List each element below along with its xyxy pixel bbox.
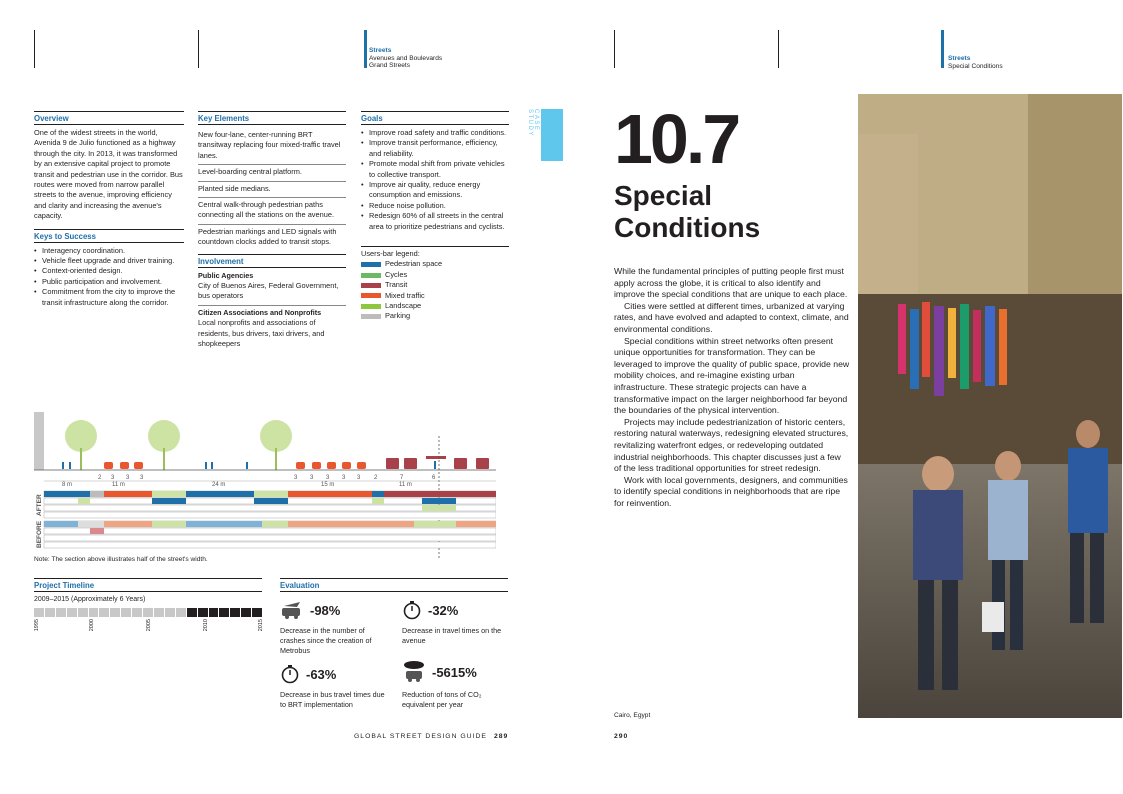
key-elements-column [198, 111, 346, 350]
timeline-year-cell [78, 608, 88, 617]
legend-label: Cycles [385, 269, 408, 279]
dimension-label: 3 [357, 475, 361, 481]
legend-label: Parking [385, 311, 411, 321]
dimension-label: 3 [140, 475, 144, 481]
pedestrian-icon [434, 461, 436, 469]
evaluation-item [280, 664, 390, 710]
timeline-year-cell [252, 608, 262, 617]
car-icon [327, 462, 336, 469]
page-number-left: 289 [494, 733, 509, 740]
legend-swatch [361, 293, 381, 298]
evaluation-item [280, 600, 390, 656]
car-icon [120, 462, 129, 469]
timeline-year-cell [165, 608, 175, 617]
timeline-year-cell [241, 608, 251, 617]
project-timeline [34, 578, 262, 637]
street-photo [858, 94, 1122, 718]
list-item: • Public participation and involvement. [34, 277, 184, 287]
timeline-year-cell [110, 608, 120, 617]
evaluation-item [402, 600, 512, 646]
bus-icon [404, 458, 417, 469]
timeline-year-cell [230, 608, 240, 617]
legend-item [361, 311, 509, 321]
pedestrian-icon [211, 462, 213, 469]
list-item: • Context-oriented design. [34, 266, 184, 276]
legend-label: Landscape [385, 301, 422, 311]
legend-swatch [361, 314, 381, 319]
pedestrian-icon [62, 462, 64, 469]
legend-title: Users-bar legend: [361, 249, 420, 259]
car-icon [357, 462, 366, 469]
dimension-label: 6 [432, 475, 436, 481]
key-element: Central walk-through pedestrian paths connecting all the stations on the avenue. [198, 198, 346, 225]
legend-swatch [361, 262, 381, 267]
header-section: Streets [948, 55, 971, 62]
list-item: • Commitment from the city to improve the transit infrastructure along the corridor. [34, 287, 184, 308]
car-icon [104, 462, 113, 469]
legend-label: Transit [385, 280, 408, 290]
pedestrian-icon [205, 462, 207, 469]
page-tick [614, 30, 615, 68]
paragraph: Work with local governments, designers, and communities to identify special conditions in neighborhoods that are ripe for reinvention. [614, 474, 848, 508]
timeline-year-cell [198, 608, 208, 617]
before-label: BEFORE [36, 520, 43, 548]
paragraph: While the fundamental principles of putting people first must apply across the globe, it is critical to also identify and improve the special conditions that are unique to each place. [614, 266, 848, 300]
case-study-label: CASE STUDY [527, 109, 539, 137]
legend-item [361, 259, 509, 269]
timeline-year-cell [154, 608, 164, 617]
timeline-year: 2005 [146, 619, 152, 632]
timeline-year-cell [67, 608, 77, 617]
header-line: Avenues and Boulevards [369, 54, 443, 62]
dimension-label: 3 [326, 475, 330, 481]
footer-left-title: GLOBAL STREET DESIGN GUIDE [354, 733, 487, 740]
header-line: Grand Streets [369, 62, 411, 70]
legend-item [361, 270, 509, 280]
key-element: Planted side medians. [198, 182, 346, 198]
photo-caption: Cairo, Egypt [614, 712, 651, 719]
dimension-label: 11 m [112, 482, 125, 488]
dimension-label: 2 [98, 475, 102, 481]
running-header-right [948, 55, 1003, 70]
timeline-year-cell [121, 608, 131, 617]
bus-icon [386, 458, 399, 469]
overview-text: One of the widest streets in the world, Avenida 9 de Julio functioned as a highway through the city. In 2013, it was transformed by an extensive capital project to promote transit and pedestrian use in the corridor. Bus routes were moved from narrow parallel streets to the avenue, improving efficiency and clarity and increasing the avenue's capacity. [34, 128, 183, 221]
timeline-heading: Project Timeline [34, 578, 262, 592]
goals-column [361, 111, 509, 322]
evaluation-item [402, 660, 512, 710]
header-line: Special Conditions [948, 62, 1003, 70]
dimension-label: 15 m [321, 482, 335, 488]
legend-rows [361, 259, 509, 321]
trees [65, 420, 292, 470]
timeline-years [34, 617, 262, 637]
timeline-year-cell [209, 608, 219, 617]
evaluation-value: -32% [428, 602, 459, 618]
evaluation [280, 578, 508, 592]
after-users-bars [44, 491, 496, 518]
keys-list [34, 246, 184, 308]
photo-illustration [858, 94, 1122, 718]
pedestrian-icon [246, 462, 248, 469]
paragraph: Cities were settled at different times, urbanized at varying rates, and have evolved and adapted to context, climate, and environmental conditions. [614, 300, 849, 334]
chapter-title [614, 180, 760, 244]
timeline-year-cell [34, 608, 44, 617]
list-item: • Reduce noise pollution. [361, 201, 509, 211]
tree-icon [148, 420, 180, 470]
timeline-year-cell [132, 608, 142, 617]
station-canopy [426, 456, 446, 459]
list-item: • Redesign 60% of all streets in the central area to prioritize pedestrians and cyclists. [361, 211, 509, 232]
paragraph: Special conditions within street networks often present unique opportunities for transformation. They can be leveraged to improve the quality of public space, provide new mobility choices, and re-imagine existing urban infrastructure. These strategic projects can have a transformative impact on the larger neighborhood far beyond the boundaries of the physical intervention. [614, 335, 850, 416]
legend-label: Pedestrian space [385, 259, 443, 269]
timeline-year-cell [143, 608, 153, 617]
involvement-group-text: City of Buenos Aires, Federal Government, bus operators [198, 281, 346, 306]
overview-heading: Overview [34, 111, 184, 125]
timeline-year: 2000 [89, 619, 95, 632]
after-label: AFTER [36, 494, 43, 516]
header-section: Streets [369, 47, 392, 54]
dimension-label: 24 m [212, 482, 226, 488]
key-elements-heading: Key Elements [198, 111, 346, 125]
keys-heading: Keys to Success [34, 229, 184, 243]
legend-swatch [361, 273, 381, 278]
timeline-year-cell [176, 608, 186, 617]
legend-item [361, 291, 509, 301]
emissions-icon [402, 660, 426, 684]
legend-item [361, 301, 509, 311]
evaluation-value: -5615% [432, 664, 477, 680]
list-item: • Interagency coordination. [34, 246, 184, 256]
page-tick [198, 30, 199, 68]
dimension-labels [62, 475, 436, 488]
legend-swatch [361, 304, 381, 309]
car-icon [134, 462, 143, 469]
list-item: • Improve transit performance, efficiency, and reliability. [361, 138, 509, 159]
building-facade [34, 412, 44, 470]
dimension-label: 3 [111, 475, 115, 481]
page-tick [364, 30, 367, 68]
chapter-body [614, 266, 850, 509]
chapter-number: 10.7 [614, 100, 739, 178]
timeline-year: 1995 [34, 619, 40, 632]
key-element: Level-boarding central platform. [198, 165, 346, 181]
involvement-group-heading: Public Agencies [198, 270, 254, 280]
dimension-label: 3 [310, 475, 314, 481]
page-tick [778, 30, 779, 68]
evaluation-heading: Evaluation [280, 578, 508, 592]
involvement-heading: Involvement [198, 254, 346, 268]
stopwatch-icon [280, 664, 300, 684]
dimension-label: 8 m [62, 482, 73, 488]
evaluation-desc: Decrease in the number of crashes since the creation of Metrobus [280, 626, 372, 655]
page-tick [34, 30, 35, 68]
list-item: • Vehicle fleet upgrade and driver training. [34, 256, 184, 266]
legend-item [361, 280, 509, 290]
evaluation-desc: Decrease in bus travel times due to BRT implementation [280, 690, 385, 709]
dimension-label: 7 [400, 475, 404, 481]
dimension-label: 3 [342, 475, 346, 481]
page-tick [941, 30, 944, 68]
legend-label: Mixed traffic [385, 290, 425, 300]
involvement-group-text: Local nonprofits and associations of residents, bus drivers, taxi drivers, and shopkeepers [198, 318, 325, 349]
pedestrians [62, 461, 436, 469]
bus-icon [454, 458, 467, 469]
buses [386, 458, 489, 469]
timeline-year-cell [56, 608, 66, 617]
users-legend [361, 246, 509, 322]
pedestrian-icon [69, 462, 71, 469]
street-section-diagram [34, 408, 496, 560]
paragraph: Projects may include pedestrianization of historic centers, restoring natural waterways, redesigning elevated structures, revitalizing waterfront edges, or redeveloping outdated industrial neighborhoods. This chapter discusses just a few of the less traditional opportunities for street redesign. [614, 416, 849, 474]
page-number-right: 290 [614, 733, 629, 740]
list-item: • Improve air quality, reduce energy consumption and emissions. [361, 180, 509, 201]
key-element: Pedestrian markings and LED signals with countdown clocks added to transit stops. [198, 226, 337, 247]
timeline-year: 2015 [258, 619, 264, 632]
timeline-year-cell [89, 608, 99, 617]
goals-list [361, 128, 509, 232]
list-item: • Improve road safety and traffic conditions. [361, 128, 509, 138]
timeline-year-cell [99, 608, 109, 617]
goals-heading: Goals [361, 111, 509, 125]
case-study-tab [527, 109, 563, 161]
overview-column [34, 111, 184, 308]
running-header-left [369, 47, 442, 70]
stopwatch-icon [402, 600, 422, 620]
key-element: New four-lane, center-running BRT transitway replacing four mixed-traffic travel lanes. [198, 128, 346, 165]
before-users-bars [44, 521, 496, 548]
dimension-label: 3 [294, 475, 298, 481]
timeline-year-cell [45, 608, 55, 617]
evaluation-desc: Reduction of tons of CO₂ equivalent per year [402, 690, 482, 709]
timeline-year: 2010 [203, 619, 209, 632]
list-item: • Promote modal shift from private vehicles to collective transport. [361, 159, 509, 180]
dimension-label: 11 m [399, 482, 412, 488]
chapter-title-line: Conditions [614, 212, 761, 243]
car-icon [342, 462, 351, 469]
involvement-group-heading: Citizen Associations and Nonprofits [198, 307, 322, 317]
evaluation-value: -98% [310, 602, 341, 618]
tree-icon [260, 420, 292, 470]
dimension-label: 2 [374, 475, 378, 481]
dimension-label: 3 [126, 475, 130, 481]
cars [104, 462, 366, 469]
timeline-year-cell [219, 608, 229, 617]
crash-icon [280, 600, 304, 620]
chapter-title-line: Special [614, 180, 713, 211]
evaluation-value: -63% [306, 666, 337, 682]
evaluation-desc: Decrease in travel times on the avenue [402, 626, 502, 645]
section-note: Note: The section above illustrates half of the street's width. [34, 556, 208, 563]
legend-swatch [361, 283, 381, 288]
timeline-year-cell [187, 608, 197, 617]
timeline-subtitle: 2009–2015 (Approximately 6 Years) [34, 596, 146, 603]
car-icon [296, 462, 305, 469]
bus-icon [476, 458, 489, 469]
timeline-bar [34, 608, 262, 617]
car-icon [312, 462, 321, 469]
